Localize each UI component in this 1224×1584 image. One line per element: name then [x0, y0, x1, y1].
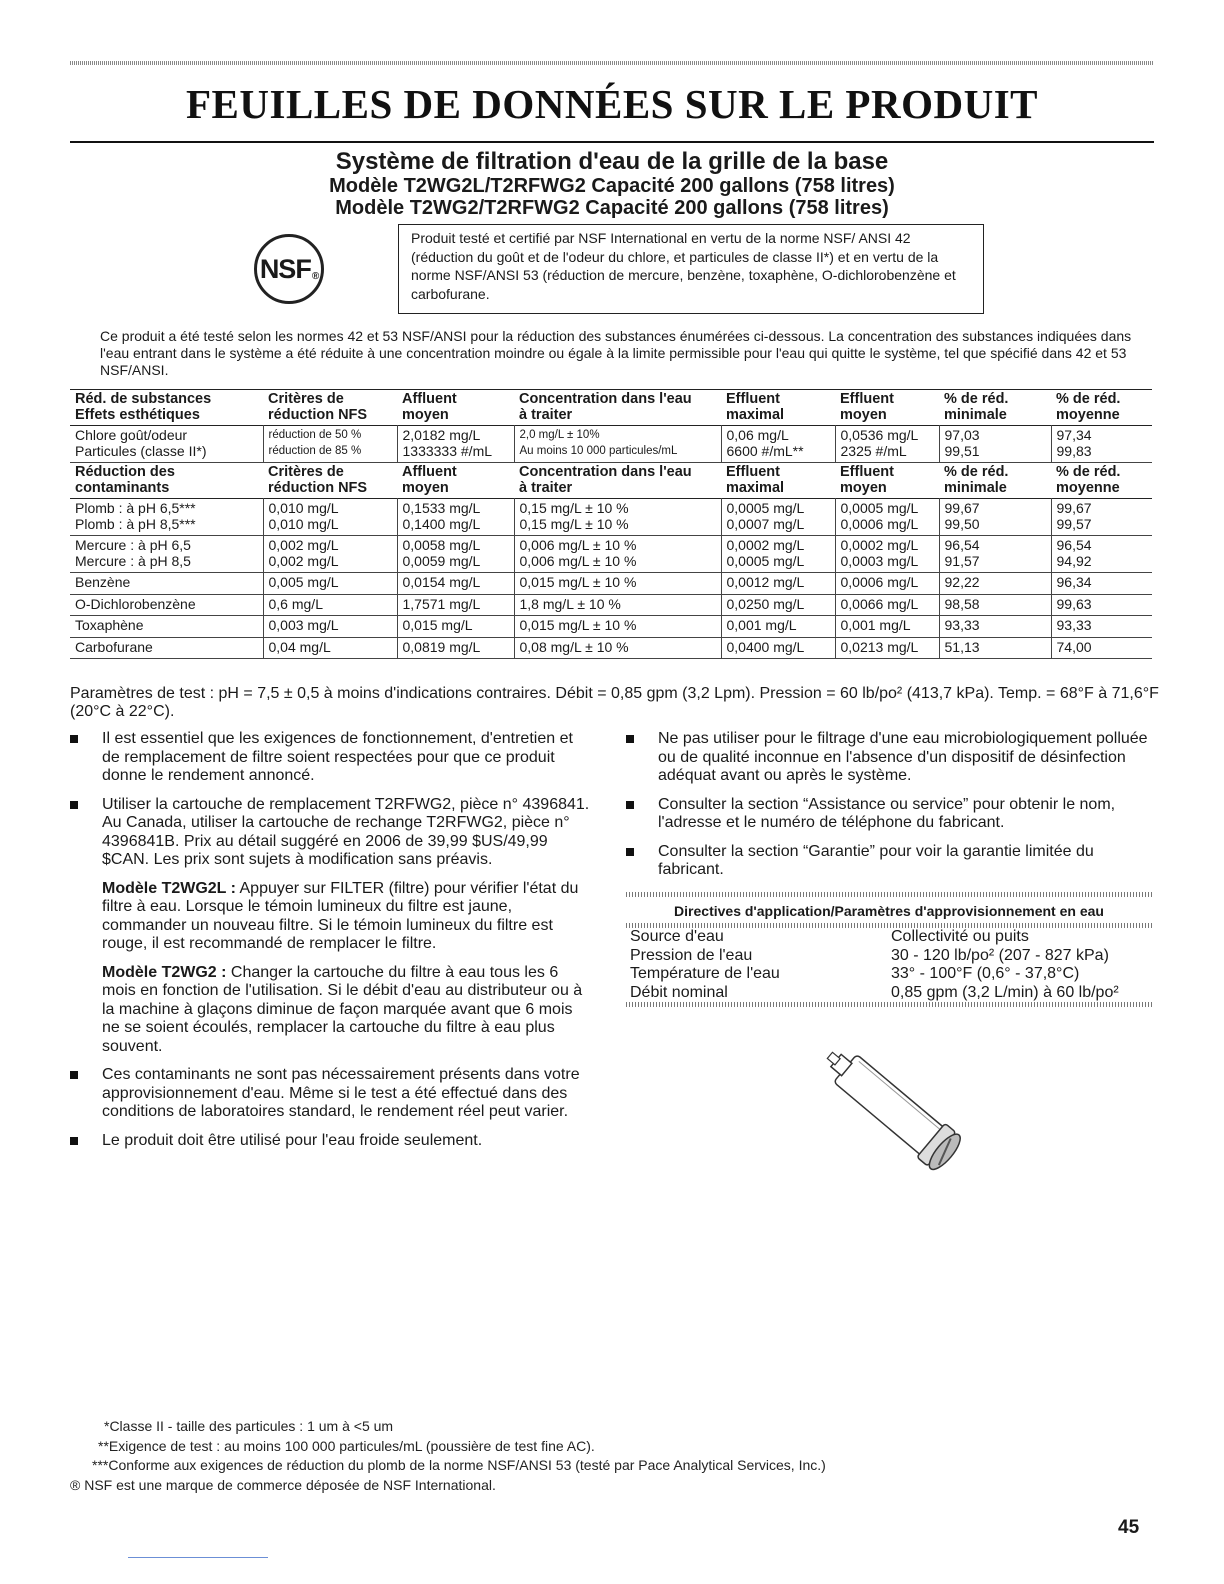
- list-item: [70, 730, 590, 786]
- bullet-text: Consulter la section “Garantie” pour voir la garantie limitée du fabricant.: [658, 842, 1094, 878]
- title-rule: [70, 141, 1154, 143]
- table-cell: 99,63: [1051, 594, 1152, 616]
- table-cell: 0,0006 mg/L: [835, 573, 939, 595]
- directive-key: Source d'eau: [630, 928, 724, 945]
- list-item: [70, 796, 590, 870]
- list-item: [70, 1132, 590, 1151]
- table-cell: 0,005 mg/L: [263, 573, 397, 595]
- table-header-cell: Effluent maximal: [726, 464, 785, 496]
- table-cell: Toxaphène: [75, 617, 144, 633]
- list-item: [626, 730, 1152, 786]
- table-header-row: [70, 463, 1152, 499]
- bottom-link-rule: [128, 1557, 268, 1558]
- table-header-cell: Affluent moyen: [402, 391, 457, 423]
- table-cell: 0,003 mg/L: [263, 616, 397, 638]
- table-row: [70, 426, 1152, 463]
- table-cell: 0,1533 mg/L 0,1400 mg/L: [397, 499, 514, 536]
- table-cell: 0,0012 mg/L: [721, 573, 835, 595]
- bullet-square-icon: [626, 735, 634, 743]
- table-cell: Carbofurane: [75, 638, 153, 655]
- bullet-square-icon: [626, 848, 634, 856]
- table-cell: 96,34: [1051, 573, 1152, 595]
- table-cell: 1,7571 mg/L: [397, 594, 514, 616]
- table-cell: 51,13: [939, 637, 1051, 659]
- table-cell: 92,22: [939, 573, 1051, 595]
- bullet-text: Ces contaminants ne sont pas nécessairement présents dans votre approvisionnement d'eau. Même si le test a été effectué dans des conditions de laboratoires standard, le rendement réel peut varier.: [102, 1066, 580, 1120]
- footnote-3: ***Conforme aux exigences de réduction du plomb de la norme NSF/ANSI 53 (testé par Pace Analytical Services, Inc.): [92, 1457, 826, 1473]
- table-cell: 0,010 mg/L 0,010 mg/L: [263, 499, 397, 536]
- directive-value: 30 - 120 lb/po² (207 - 827 kPa): [891, 946, 1109, 964]
- table-cell: 0,0066 mg/L: [835, 594, 939, 616]
- table-cell: 0,001 mg/L: [835, 616, 939, 638]
- table-header-cell: Effluent moyen: [840, 391, 894, 423]
- table-cell: 0,0058 mg/L 0,0059 mg/L: [397, 536, 514, 573]
- directive-row: [626, 965, 1152, 984]
- table-header-cell: % de réd. minimale: [944, 464, 1009, 496]
- model-t2wg2l-label: Modèle T2WG2L :: [102, 879, 236, 897]
- directive-row: [626, 928, 1152, 947]
- table-cell: 99,67 99,57: [1051, 499, 1152, 536]
- dotted-rule: [626, 1002, 1152, 1007]
- model-t2wg2l-text: Appuyer sur FILTER (filtre) pour vérifier l'état du filtre à eau. Lorsque le témoin lumineux du filtre est jaune, commander un nouveau filtre. Si le témoin lumineux du filtre est rouge, il est recommandé de remplacer le filtre.: [102, 879, 579, 952]
- table-header-cell: Réduction des contaminants: [75, 464, 175, 496]
- table-row: [70, 499, 1152, 536]
- test-parameters: Paramètres de test : pH = 7,5 ± 0,5 à moins d'indications contraires. Débit = 0,85 gpm (3,2 Lpm). Pression = 60 lb/po² (413,7 kPa). Temp. = 68°F à 71,6°F (20°C à 22°C).: [70, 685, 1159, 720]
- table-cell: 96,54 94,92: [1051, 536, 1152, 573]
- table-cell: 0,08 mg/L ± 10 %: [514, 637, 721, 659]
- directive-row: [626, 947, 1152, 966]
- table-cell: 0,0002 mg/L 0,0005 mg/L: [721, 536, 835, 573]
- table-cell: 1,8 mg/L ± 10 %: [514, 594, 721, 616]
- performance-table: [70, 389, 1152, 659]
- table-header-cell: Réd. de substances Effets esthétiques: [75, 391, 212, 423]
- list-item: [70, 1066, 590, 1122]
- table-header-cell: Critères de réduction NFS: [268, 391, 368, 423]
- footnote-2: **Exigence de test : au moins 100 000 particules/mL (poussière de test fine AC).: [98, 1437, 595, 1454]
- table-cell: 0,001 mg/L: [721, 616, 835, 638]
- intro-paragraph: Ce produit a été testé selon les normes 42 et 53 NSF/ANSI pour la réduction des substances énumérées ci-dessous. La concentration des substances indiquées dans l'eau entrant dans le système a été réduite à une concentration moindre ou égale à la limite permissible pour l'eau qui quitte le système, tel que spécifié dans 42 et 53 NSF/ANSI.: [100, 328, 1132, 378]
- bullet-text: Consulter la section “Assistance ou service” pour obtenir le nom, l'adresse et le numéro de téléphone du fabricant.: [658, 795, 1116, 831]
- table-cell: 0,015 mg/L: [397, 616, 514, 638]
- directive-value: 33° - 100°F (0,6° - 37,8°C): [891, 965, 1080, 982]
- table-header-cell: Effluent moyen: [840, 464, 894, 496]
- bullet-square-icon: [70, 801, 78, 809]
- directive-key: Débit nominal: [630, 983, 728, 1001]
- table-cell: 99,67 99,50: [939, 499, 1051, 536]
- performance-table-body: [70, 390, 1152, 659]
- page-title: FEUILLES DE DONNÉES SUR LE PRODUIT: [186, 81, 1038, 127]
- directive-value: Collectivité ou puits: [891, 928, 1029, 945]
- directive-row: [626, 984, 1152, 1003]
- directives-box: [626, 892, 1152, 1007]
- nsf-logo-icon: [254, 234, 324, 304]
- table-cell: O-Dichlorobenzène: [75, 595, 196, 612]
- footnote-4: ® NSF est une marque de commerce déposée de NSF International.: [70, 1476, 496, 1493]
- model-t2wg2l-note: [70, 880, 590, 954]
- table-cell: 93,33: [1051, 616, 1152, 638]
- table-header-cell: % de réd. minimale: [944, 391, 1009, 423]
- table-cell: 0,015 mg/L ± 10 %: [514, 573, 721, 595]
- table-header-cell: % de réd. moyenne: [1056, 391, 1121, 423]
- table-row: [70, 616, 1152, 638]
- model-t2wg2-note: [70, 964, 590, 1057]
- table-cell: 0,0213 mg/L: [835, 637, 939, 659]
- water-filter-cartridge-icon: [810, 1030, 980, 1190]
- table-header-cell: Effluent maximal: [726, 391, 785, 423]
- table-cell: 0,06 mg/L 6600 #/mL**: [721, 426, 835, 463]
- table-header-row: [70, 390, 1152, 426]
- table-cell: 97,34 99,83: [1051, 426, 1152, 463]
- model-line-2: Modèle T2WG2/T2RFWG2 Capacité 200 gallons (758 litres): [335, 197, 889, 219]
- list-item: [626, 796, 1152, 833]
- table-cell: 0,0002 mg/L 0,0003 mg/L: [835, 536, 939, 573]
- footnotes: [70, 1417, 1160, 1495]
- bullet-text: Le produit doit être utilisé pour l'eau froide seulement.: [102, 1131, 483, 1149]
- table-cell: 98,58: [939, 594, 1051, 616]
- table-header-cell: Affluent moyen: [402, 464, 457, 496]
- system-title: Système de filtration d'eau de la grille de la base: [335, 148, 889, 175]
- table-cell: 0,6 mg/L: [263, 594, 397, 616]
- table-cell: 0,0005 mg/L 0,0007 mg/L: [721, 499, 835, 536]
- directive-key: Pression de l'eau: [630, 946, 753, 964]
- table-row: [70, 536, 1152, 573]
- right-column: [626, 730, 1152, 890]
- table-header-cell: % de réd. moyenne: [1056, 464, 1121, 496]
- model-t2wg2-text: Changer la cartouche du filtre à eau tous les 6 mois en fonction de l'utilisation. Si le débit d'eau au distributeur ou à la machine à glaçons diminue de façon marquée avant que 6 mois ne se soient écoulés, remplacer la cartouche du filtre à eau plus souvent.: [102, 963, 583, 1055]
- table-cell: 0,0154 mg/L: [397, 573, 514, 595]
- table-cell: 93,33: [939, 616, 1051, 638]
- table-cell: Plomb : à pH 6,5*** Plomb : à pH 8,5***: [75, 500, 196, 532]
- table-cell: 97,03 99,51: [939, 426, 1051, 463]
- table-row: [70, 573, 1152, 595]
- table-cell: 0,0400 mg/L: [721, 637, 835, 659]
- footnote-1: *Classe II - taille des particules : 1 um à <5 um: [104, 1418, 394, 1434]
- table-cell: 0,0819 mg/L: [397, 637, 514, 659]
- table-row: [70, 594, 1152, 616]
- table-cell: 74,00: [1051, 637, 1152, 659]
- model-line-1: Modèle T2WG2L/T2RFWG2 Capacité 200 gallons (758 litres): [329, 175, 895, 197]
- bullet-square-icon: [70, 1071, 78, 1079]
- table-cell: 0,0536 mg/L 2325 #/mL: [835, 426, 939, 463]
- table-cell: 2,0 mg/L ± 10% Au moins 10 000 particules/mL: [514, 426, 721, 463]
- table-cell: 0,0250 mg/L: [721, 594, 835, 616]
- top-dotted-rule: [70, 61, 1154, 65]
- directives-title: Directives d'application/Paramètres d'approvisionnement en eau: [674, 903, 1104, 919]
- table-cell: réduction de 50 % réduction de 85 %: [263, 426, 397, 463]
- certification-box: Produit testé et certifié par NSF International en vertu de la norme NSF/ ANSI 42 (réduction du goût et de l'odeur du chlore, et particules de classe II*) et en vertu de la norme NSF/ANSI 53 (réduction de mercure, benzène, toxaphène, O-dichlorobenzène et carbofurane.: [398, 224, 984, 314]
- table-cell: 2,0182 mg/L 1333333 #/mL: [397, 426, 514, 463]
- bullet-square-icon: [70, 735, 78, 743]
- table-header-cell: Concentration dans l'eau à traiter: [519, 391, 692, 423]
- directive-key: Température de l'eau: [630, 965, 780, 982]
- table-cell: 0,15 mg/L ± 10 % 0,15 mg/L ± 10 %: [514, 499, 721, 536]
- page-number: 45: [1118, 1517, 1140, 1538]
- bullet-text: Il est essentiel que les exigences de fonctionnement, d'entretien et de remplacement de filtre soient respectées pour que ce produit donne le rendement annoncé.: [102, 730, 573, 784]
- left-column: [70, 730, 590, 1160]
- table-header-cell: Concentration dans l'eau à traiter: [519, 464, 692, 496]
- table-cell: Chlore goût/odeur Particules (classe II*): [75, 427, 207, 459]
- table-cell: Mercure : à pH 6,5 Mercure : à pH 8,5: [75, 537, 191, 569]
- list-item: [626, 843, 1152, 880]
- directive-value: 0,85 gpm (3,2 L/min) à 60 lb/po²: [891, 983, 1119, 1001]
- table-cell: 0,006 mg/L ± 10 % 0,006 mg/L ± 10 %: [514, 536, 721, 573]
- nsf-logo-text: NSF: [259, 253, 311, 284]
- nsf-logo-reg: ®: [311, 270, 319, 282]
- bullet-text: Utiliser la cartouche de remplacement T2RFWG2, pièce n° 4396841. Au Canada, utiliser la cartouche de rechange T2RFWG2, pièce n° 4396841B. Prix au détail suggéré en 2006 de 39,99 $US/49,99 $CAN. Les prix sont sujets à modification sans préavis.: [102, 795, 590, 868]
- table-cell: Benzène: [75, 574, 131, 590]
- table-cell: 96,54 91,57: [939, 536, 1051, 573]
- table-header-cell: Critères de réduction NFS: [268, 464, 368, 496]
- table-cell: 0,04 mg/L: [263, 637, 397, 659]
- table-cell: 0,002 mg/L 0,002 mg/L: [263, 536, 397, 573]
- table-cell: 0,0005 mg/L 0,0006 mg/L: [835, 499, 939, 536]
- bullet-square-icon: [626, 801, 634, 809]
- bullet-text: Ne pas utiliser pour le filtrage d'une eau microbiologiquement polluée ou de qualité inconnue en l'absence d'un dispositif de désinfection adéquat avant ou après le système.: [658, 730, 1148, 784]
- table-cell: 0,015 mg/L ± 10 %: [514, 616, 721, 638]
- model-t2wg2-label: Modèle T2WG2 :: [102, 963, 227, 981]
- bullet-square-icon: [70, 1137, 78, 1145]
- table-row: [70, 637, 1152, 659]
